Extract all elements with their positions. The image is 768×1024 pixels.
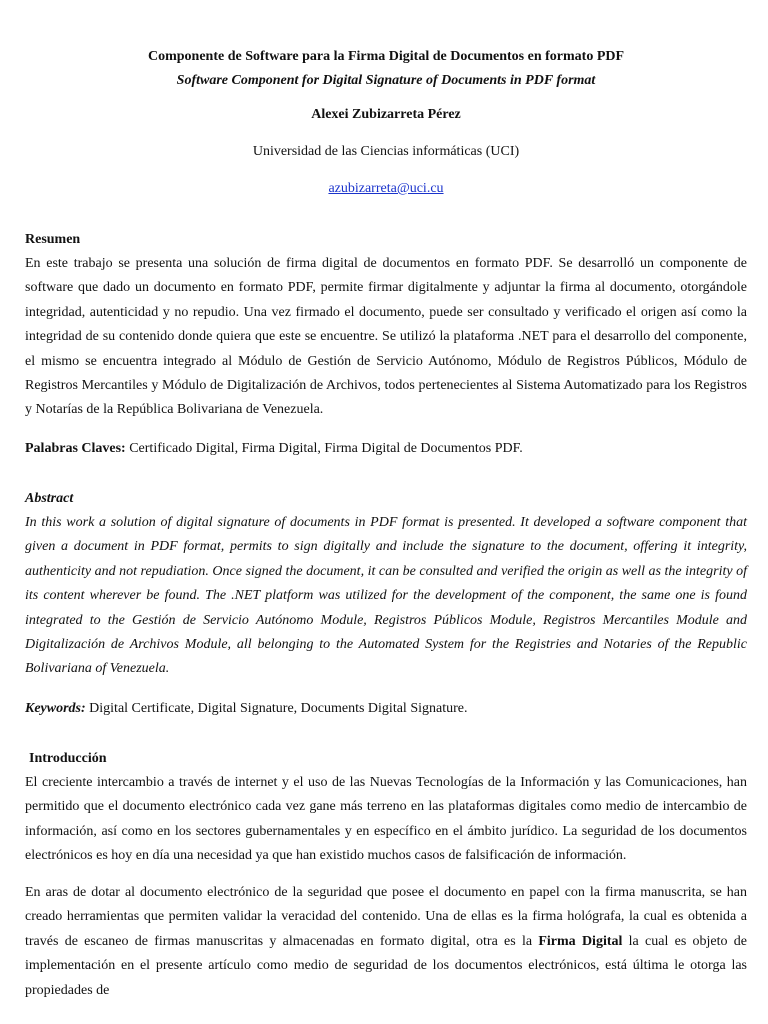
author-email (25, 180, 747, 198)
author-name: Alexei Zubizarreta Pérez (311, 107, 461, 122)
palabras-claves-text: Certificado Digital, Firma Digital, Firma Digital de Documentos PDF. (125, 441, 523, 456)
resumen-heading: Resumen (25, 232, 81, 247)
introduccion-paragraph-2-end: la cual es objeto de implementación en el presente artículo como medio de seguridad de los documentos electrónicos, está última le otorga las propiedades de (25, 933, 748, 998)
introduccion-paragraph-2-start: En aras de dotar al documento electrónico de la seguridad que posee el documento en papel con la firma manuscrita, se han creado herramientas que permiten validar la veracidad del contenido. Una de ellas es la firma hológrafa, la cual es obtenida a través de escaneo de firmas manuscritas y almacenadas en formato digital, otra es la (25, 885, 747, 949)
abstract-text: In this work a solution of digital signature of documents in PDF format is presented. It developed a software component that given a document in PDF format, permits to sign digitally and include the signature to the document, offering it integrity, authenticity and not repudiation. Once signed the document, it can be consulted and verified the origin as well as the integrity of its content wherever be found. The .NET platform was utilized for the development of the component, the same one is found integrated to the Gestión de Servicio Autónomo Module, Registros Públicos Module, Registros Mercantiles Module and Digitalización de Archivos Module, all belonging to the Automated System for the Registries and Notaries of the Republic Bolivariana of Venezuela. (25, 515, 747, 677)
keywords-text: Digital Certificate, Digital Signature, Documents Digital Signature. (85, 701, 468, 716)
introduccion-paragraph-1: El creciente intercambio a través de internet y el uso de las Nuevas Tecnologías de la Información y las Comunicaciones, han permitido que el documento electrónico cada vez gane más terreno en las plataformas digitales como medio de intercambio de información, así como en los sectores gubernamentales y en específico en el ámbito jurídico. La seguridad de los documentos electrónicos es hoy en día una necesidad ya que han existido muchos casos de falsificación de información. (25, 775, 747, 864)
firma-digital-term: Firma Digital (538, 933, 623, 949)
paper-title: Componente de Software para la Firma Digital de Documentos en formato PDF (147, 49, 625, 64)
resumen-text: En este trabajo se presenta una solución de firma digital de documentos en formato PDF. Se desarrolló un componente de software que dado un documento en formato PDF, permite firmar digitalmente y adjuntar la firma al documento, otorgándole integridad, autenticidad y no repudio. Una vez firmado el documento, puede ser consultado y verificado el origen así como la integridad de su contenido donde quiera que este se encuentre. Se utilizó la plataforma .NET para el desarrollo del componente, el mismo se encuentra integrado al Módulo de Gestión de Servicio Autónomo, Módulo de Registros Públicos, Módulo de Registros Mercantiles y Módulo de Digitalización de Archivos, todos pertenecientes al Sistema Automatizado para los Registros y Notarías de la República Bolivariana de Venezuela. (25, 256, 747, 418)
abstract-heading: Abstract (25, 491, 74, 506)
keywords-label: Keywords: (25, 701, 86, 716)
introduccion-heading: Introducción (29, 751, 107, 766)
author-affiliation: Universidad de las Ciencias informáticas (UCI) (252, 144, 520, 159)
palabras-claves (25, 440, 747, 458)
keywords (25, 700, 747, 718)
author-email-link[interactable]: azubizarreta@uci.cu (328, 181, 444, 196)
palabras-claves-label: Palabras Claves: (25, 441, 126, 456)
paper-subtitle-english: Software Component for Digital Signature of Documents in PDF format (176, 73, 596, 88)
introduccion-paragraph-2 (25, 881, 747, 1003)
